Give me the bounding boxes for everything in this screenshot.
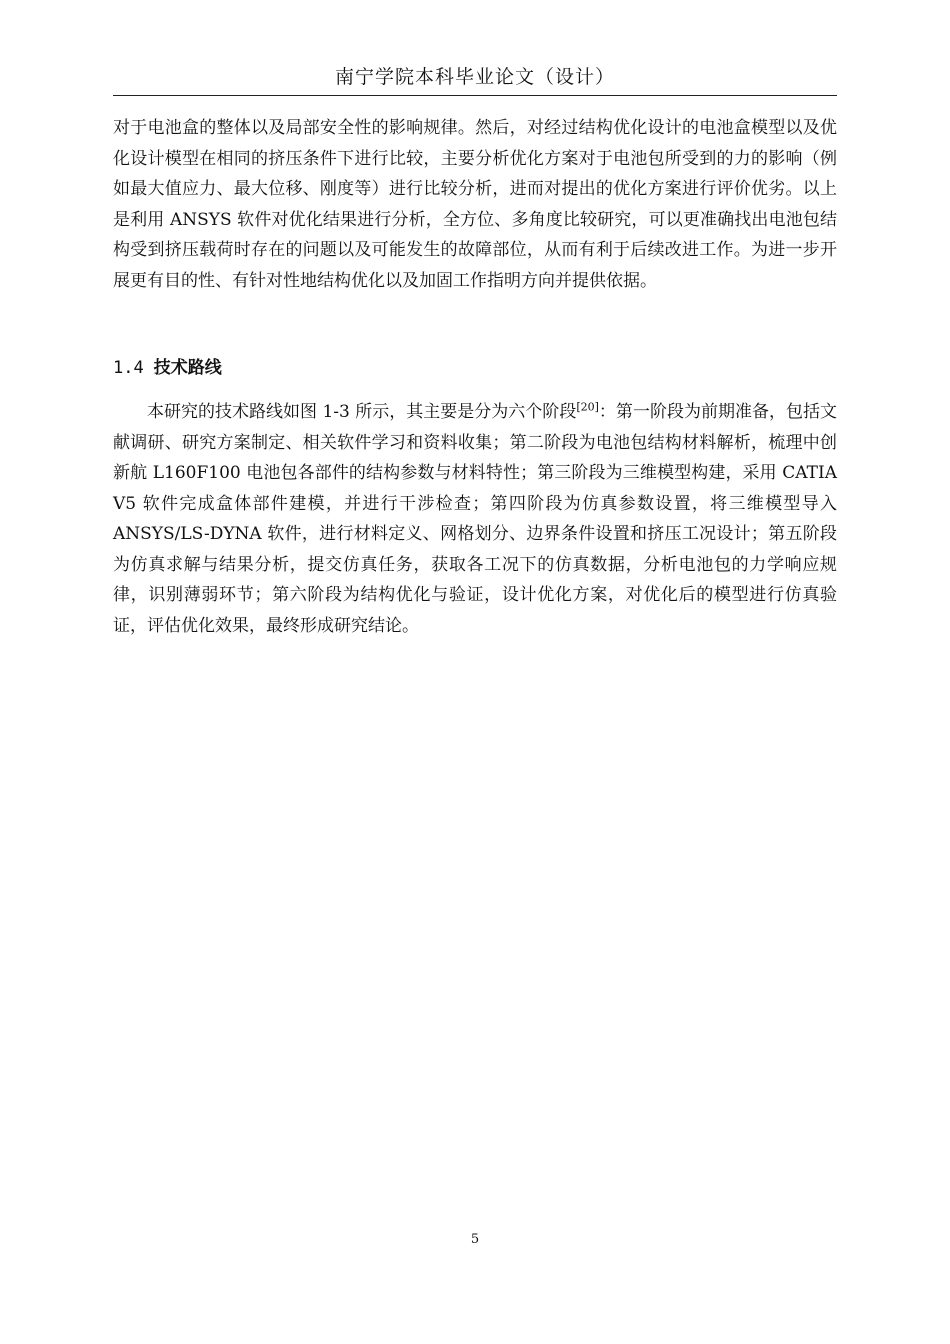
section-number: 1.4 [113, 358, 144, 378]
header-divider [113, 95, 837, 96]
paragraph-continuation: 对于电池盒的整体以及局部安全性的影响规律。然后，对经过结构优化设计的电池盒模型以及优化设计模型在相同的挤压条件下进行比较，主要分析优化方案对于电池包所受到的力的影响（例如最大值应力、最大位移、刚度等）进行比较分析，进而对提出的优化方案进行评价优劣。以上是利用 ANSYS 软件对优化结果进行分析，全方位、多角度比较研究，可以更准确找出电池包结构受到挤压载荷时存在的问题以及可能发生的故障部位，从而有利于后续改进工作。为进一步开展更有目的性、有针对性地结构优化以及加固工作指明方向并提供依据。 [113, 118, 837, 291]
running-header: 南宁学院本科毕业论文（设计） [334, 66, 615, 88]
paragraph-text-start: 本研究的技术路线如图 1-3 所示，其主要是分为六个阶段 [147, 402, 577, 422]
paragraph-text-rest: ：第一阶段为前期准备，包括文献调研、研究方案制定、相关软件学习和资料收集；第二阶段为电池包结构材料解析，梳理中创新航 L160F100 电池包各部件的结构参数与材料特性；第三阶段为三维模型构建，采用 CATIA V5 软件完成盒体部件建模，并进行干涉检查；第四阶段为仿真参数设置，将三维模型导入 ANSYS/LS-DYNA 软件，进行材料定义、网格划分、边界条件设置和挤压工况设计；第五阶段为仿真求解与结果分析，提交仿真任务，获取各工况下的仿真数据，分析电池包的力学响应规律，识别薄弱环节；第六阶段为结构优化与验证，设计优化方案，对优化后的模型进行仿真验证，评估优化效果，最终形成研究结论。 [113, 402, 837, 636]
section-heading [113, 353, 222, 383]
section-title: 技术路线 [153, 358, 222, 378]
paragraph-technical-route [113, 397, 837, 641]
page-number: 5 [470, 1232, 480, 1247]
citation-reference[interactable]: [20] [576, 400, 599, 414]
